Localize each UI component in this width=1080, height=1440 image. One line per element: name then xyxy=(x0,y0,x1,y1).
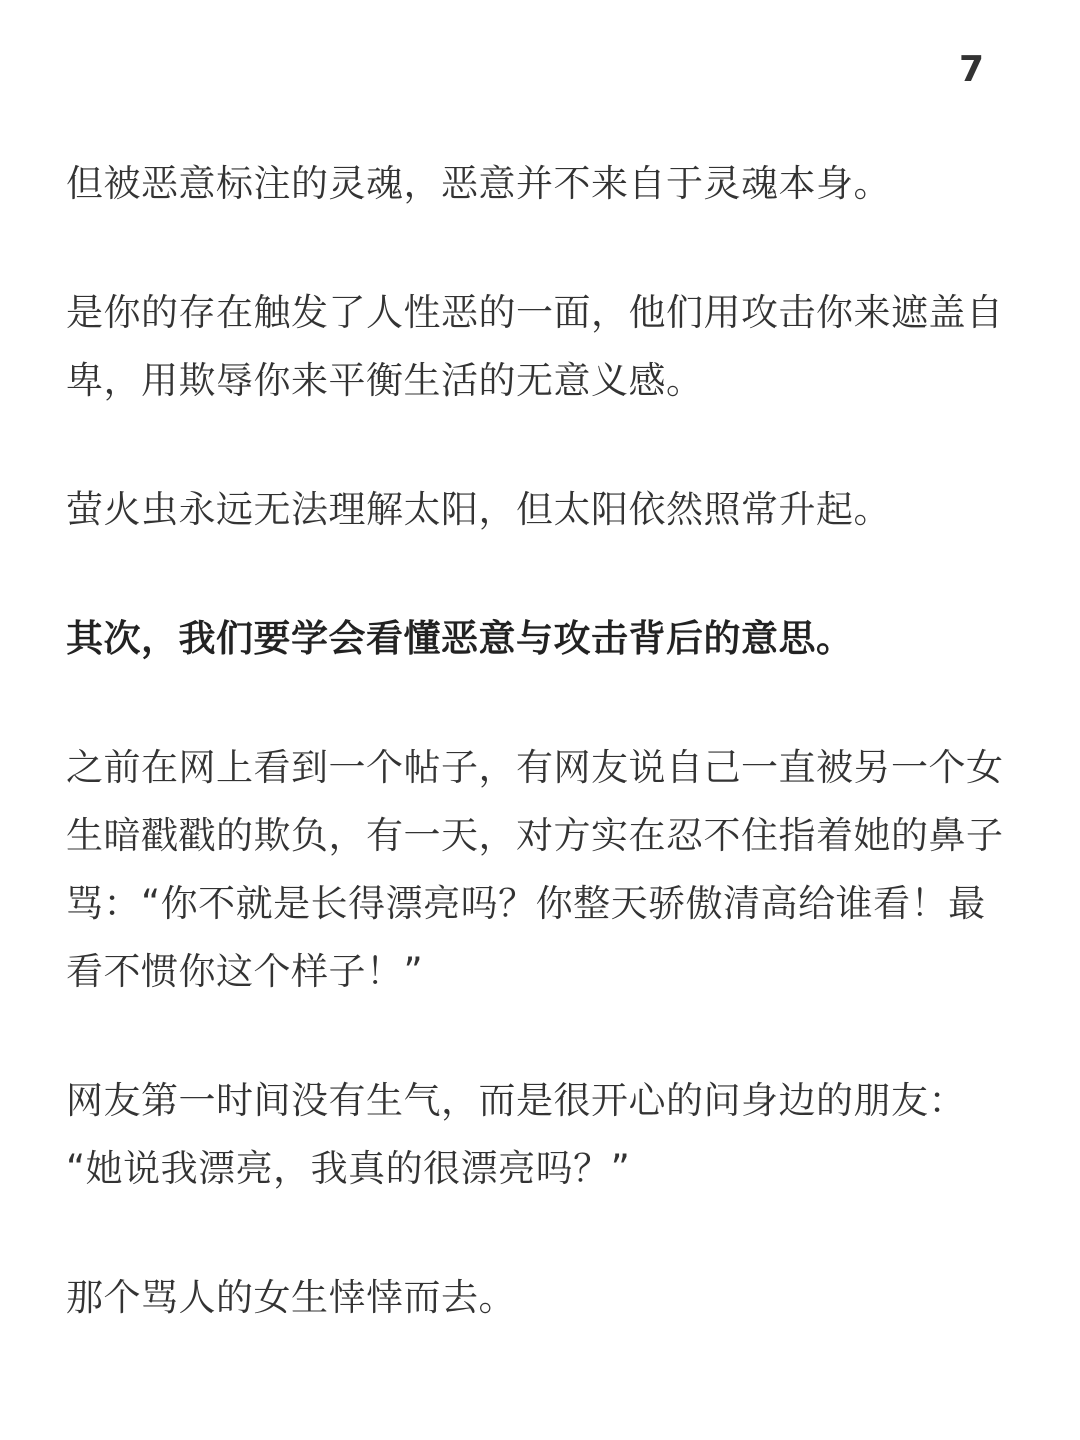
paragraph-line: 卑，用欺辱你来平衡生活的无意义感。 xyxy=(66,359,704,402)
paragraph-line: 网友第一时间没有生气，而是很开心的问身边的朋友： xyxy=(66,1079,966,1122)
paragraph-7 xyxy=(66,1264,1026,1332)
paragraph-line: 但被恶意标注的灵魂，恶意并不来自于灵魂本身。 xyxy=(66,162,891,205)
paragraph-line: 其次，我们要学会看懂恶意与攻击背后的意思。 xyxy=(66,617,854,660)
paragraph-line: 生暗戳戳的欺负，有一天，对方实在忍不住指着她的鼻子 xyxy=(66,814,1004,857)
paragraph-line: 骂：“你不就是长得漂亮吗？你整天骄傲清高给谁看！最 xyxy=(66,882,986,925)
paragraph-1 xyxy=(66,150,1026,218)
paragraph-line: 萤火虫永远无法理解太阳，但太阳依然照常升起。 xyxy=(66,488,891,531)
page-number: 7 xyxy=(958,49,984,90)
paragraph-line: 那个骂人的女生悻悻而去。 xyxy=(66,1276,516,1319)
paragraph-line: “她说我漂亮，我真的很漂亮吗？” xyxy=(66,1147,631,1190)
paragraph-5 xyxy=(66,734,1026,1006)
article-body xyxy=(66,150,1026,1393)
paragraph-line: 之前在网上看到一个帖子，有网友说自己一直被另一个女 xyxy=(66,746,1004,789)
paragraph-line: 看不惯你这个样子！” xyxy=(66,950,424,993)
paragraph-2 xyxy=(66,279,1026,415)
paragraph-6 xyxy=(66,1067,1026,1203)
paragraph-line: 是你的存在触发了人性恶的一面，他们用攻击你来遮盖自 xyxy=(66,291,1004,334)
bold-heading-paragraph xyxy=(66,605,1026,673)
paragraph-3 xyxy=(66,476,1026,544)
